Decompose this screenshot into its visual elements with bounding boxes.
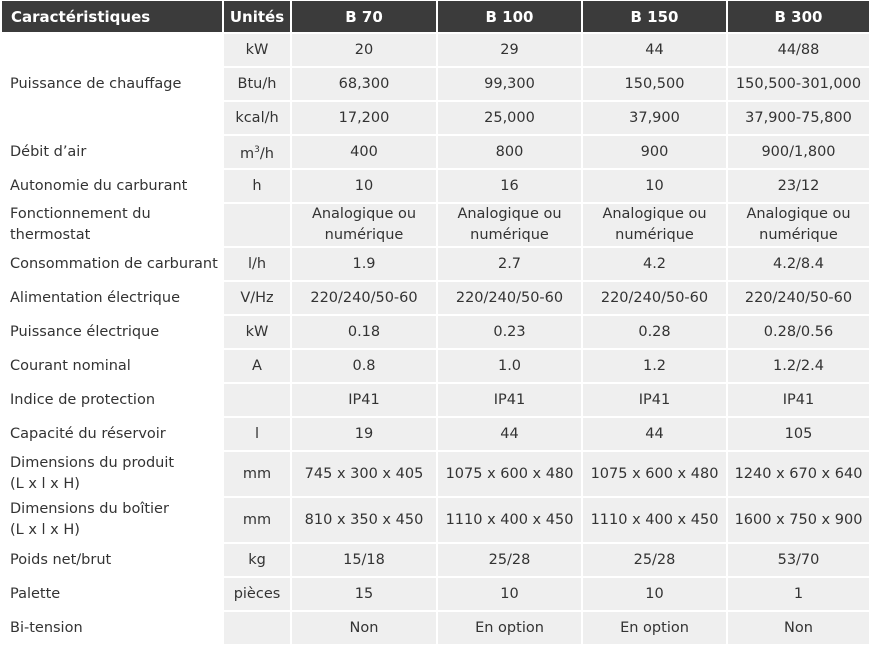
value-cell: 1075 x 600 x 480: [438, 452, 581, 496]
value-cell: 900/1,800: [728, 136, 869, 168]
row-label-fuel-consumption: Consommation de carburant: [2, 248, 222, 280]
value-line: numérique: [615, 227, 694, 243]
label-line: Dimensions du boîtier: [10, 501, 169, 517]
table-row: [2, 418, 869, 450]
value-line: Analogique ou: [602, 206, 707, 222]
value-cell: 220/240/50-60: [292, 282, 436, 314]
table-row: [2, 578, 869, 610]
value-cell: 150,500-301,000: [728, 68, 869, 100]
unit-cell: kg: [224, 544, 290, 576]
label-line: Dimensions du produit: [10, 455, 175, 471]
value-cell: 1110 x 400 x 450: [438, 498, 581, 542]
value-cell: 20: [292, 34, 436, 66]
unit-cell: Btu/h: [224, 68, 290, 100]
value-cell: 220/240/50-60: [583, 282, 726, 314]
value-cell: 800: [438, 136, 581, 168]
value-cell: 44: [583, 418, 726, 450]
value-cell: 25/28: [438, 544, 581, 576]
table-row: [2, 170, 869, 202]
value-cell: 1.0: [438, 350, 581, 382]
header-model-b150: B 150: [583, 1, 726, 32]
value-cell: 10: [292, 170, 436, 202]
unit-cell: l: [224, 418, 290, 450]
value-cell: 15: [292, 578, 436, 610]
value-cell: 745 x 300 x 405: [292, 452, 436, 496]
unit-cell: kcal/h: [224, 102, 290, 134]
row-label-airflow: Débit d’air: [2, 136, 222, 168]
value-cell: 1.9: [292, 248, 436, 280]
value-cell: IP41: [583, 384, 726, 416]
row-label-pallet: Palette: [2, 578, 222, 610]
value-cell: 44/88: [728, 34, 869, 66]
table-row: [2, 350, 869, 382]
value-cell: [728, 204, 869, 246]
value-cell: 17,200: [292, 102, 436, 134]
unit-cell: [224, 384, 290, 416]
row-label-weight: Poids net/brut: [2, 544, 222, 576]
value-cell: 10: [583, 170, 726, 202]
value-line: numérique: [470, 227, 549, 243]
value-line: Analogique ou: [311, 206, 417, 222]
unit-cell: mm: [224, 452, 290, 496]
value-cell: 1.2/2.4: [728, 350, 869, 382]
table-row: [2, 282, 869, 314]
value-cell: 0.28/0.56: [728, 316, 869, 348]
value-cell: 4.2: [583, 248, 726, 280]
value-cell: Non: [728, 612, 869, 644]
row-label-dual-voltage: Bi-tension: [2, 612, 222, 644]
value-cell: 810 x 350 x 450: [292, 498, 436, 542]
unit-cell: A: [224, 350, 290, 382]
value-cell: 53/70: [728, 544, 869, 576]
row-label-power-supply: Alimentation électrique: [2, 282, 222, 314]
value-cell: 0.8: [292, 350, 436, 382]
unit-cell: h: [224, 170, 290, 202]
value-line: numérique: [759, 227, 838, 243]
value-cell: 29: [438, 34, 581, 66]
value-cell: 2.7: [438, 248, 581, 280]
unit-cell: [224, 612, 290, 644]
value-cell: [583, 204, 726, 246]
value-cell: 1.2: [583, 350, 726, 382]
value-cell: 44: [583, 34, 726, 66]
value-cell: IP41: [728, 384, 869, 416]
value-cell: 0.18: [292, 316, 436, 348]
unit-cell: [224, 136, 290, 168]
value-line: Analogique ou: [457, 206, 562, 222]
unit-cell: V/Hz: [224, 282, 290, 314]
unit-exponent: 3: [254, 144, 260, 155]
value-cell: 220/240/50-60: [438, 282, 581, 314]
value-cell: 1600 x 750 x 900: [728, 498, 869, 542]
row-label-heating-power: Puissance de chauffage: [2, 34, 222, 134]
table-row: [2, 452, 869, 496]
value-cell: 15/18: [292, 544, 436, 576]
unit-cell: kW: [224, 316, 290, 348]
table-row: [2, 204, 869, 246]
value-cell: 1075 x 600 x 480: [583, 452, 726, 496]
value-cell: IP41: [292, 384, 436, 416]
row-label-box-dimensions: [2, 498, 222, 542]
value-cell: IP41: [438, 384, 581, 416]
value-cell: 44: [438, 418, 581, 450]
label-line: Fonctionnement du: [10, 206, 151, 222]
value-cell: 1110 x 400 x 450: [583, 498, 726, 542]
table-row: [2, 34, 869, 66]
value-cell: 900: [583, 136, 726, 168]
value-cell: [292, 204, 436, 246]
value-cell: 400: [292, 136, 436, 168]
value-cell: 19: [292, 418, 436, 450]
row-label-thermostat: [2, 204, 222, 246]
value-cell: 99,300: [438, 68, 581, 100]
label-line: thermostat: [10, 227, 91, 243]
table-row: [2, 136, 869, 168]
value-cell: 105: [728, 418, 869, 450]
value-cell: 1240 x 670 x 640: [728, 452, 869, 496]
table-row: [2, 384, 869, 416]
value-line: numérique: [324, 227, 404, 243]
table-row: [2, 544, 869, 576]
unit-cell: [224, 204, 290, 246]
header-model-b100: B 100: [438, 1, 581, 32]
value-cell: 220/240/50-60: [728, 282, 869, 314]
header-units: Unités: [224, 1, 290, 32]
value-cell: 150,500: [583, 68, 726, 100]
row-label-protection-index: Indice de protection: [2, 384, 222, 416]
header-model-b300: B 300: [728, 1, 869, 32]
row-label-rated-current: Courant nominal: [2, 350, 222, 382]
unit-cell: kW: [224, 34, 290, 66]
row-label-tank-capacity: Capacité du réservoir: [2, 418, 222, 450]
table-row: [2, 316, 869, 348]
value-cell: 16: [438, 170, 581, 202]
value-cell: 25/28: [583, 544, 726, 576]
value-cell: 0.28: [583, 316, 726, 348]
value-cell: 23/12: [728, 170, 869, 202]
label-line: (L x l x H): [10, 476, 80, 492]
table-row: [2, 612, 869, 644]
row-label-fuel-autonomy: Autonomie du carburant: [2, 170, 222, 202]
label-line: (L x l x H): [10, 522, 80, 538]
value-cell: 10: [438, 578, 581, 610]
unit-base: m: [240, 145, 255, 162]
value-cell: En option: [438, 612, 581, 644]
value-cell: [438, 204, 581, 246]
value-cell: 25,000: [438, 102, 581, 134]
value-cell: 68,300: [292, 68, 436, 100]
unit-cell: l/h: [224, 248, 290, 280]
value-cell: 10: [583, 578, 726, 610]
header-model-b70: B 70: [292, 1, 436, 32]
value-cell: 37,900: [583, 102, 726, 134]
value-cell: En option: [583, 612, 726, 644]
value-cell: 0.23: [438, 316, 581, 348]
header-row: [2, 1, 869, 32]
value-line: Analogique ou: [746, 206, 851, 222]
value-cell: Non: [292, 612, 436, 644]
table-row: [2, 498, 869, 542]
unit-tail: /h: [259, 145, 274, 162]
value-cell: 37,900-75,800: [728, 102, 869, 134]
table-row: [2, 248, 869, 280]
row-label-electrical-power: Puissance électrique: [2, 316, 222, 348]
unit-cell: mm: [224, 498, 290, 542]
value-cell: 1: [728, 578, 869, 610]
row-label-product-dimensions: [2, 452, 222, 496]
value-cell: 4.2/8.4: [728, 248, 869, 280]
unit-cell: pièces: [224, 578, 290, 610]
header-characteristics: Caractéristiques: [2, 1, 222, 32]
